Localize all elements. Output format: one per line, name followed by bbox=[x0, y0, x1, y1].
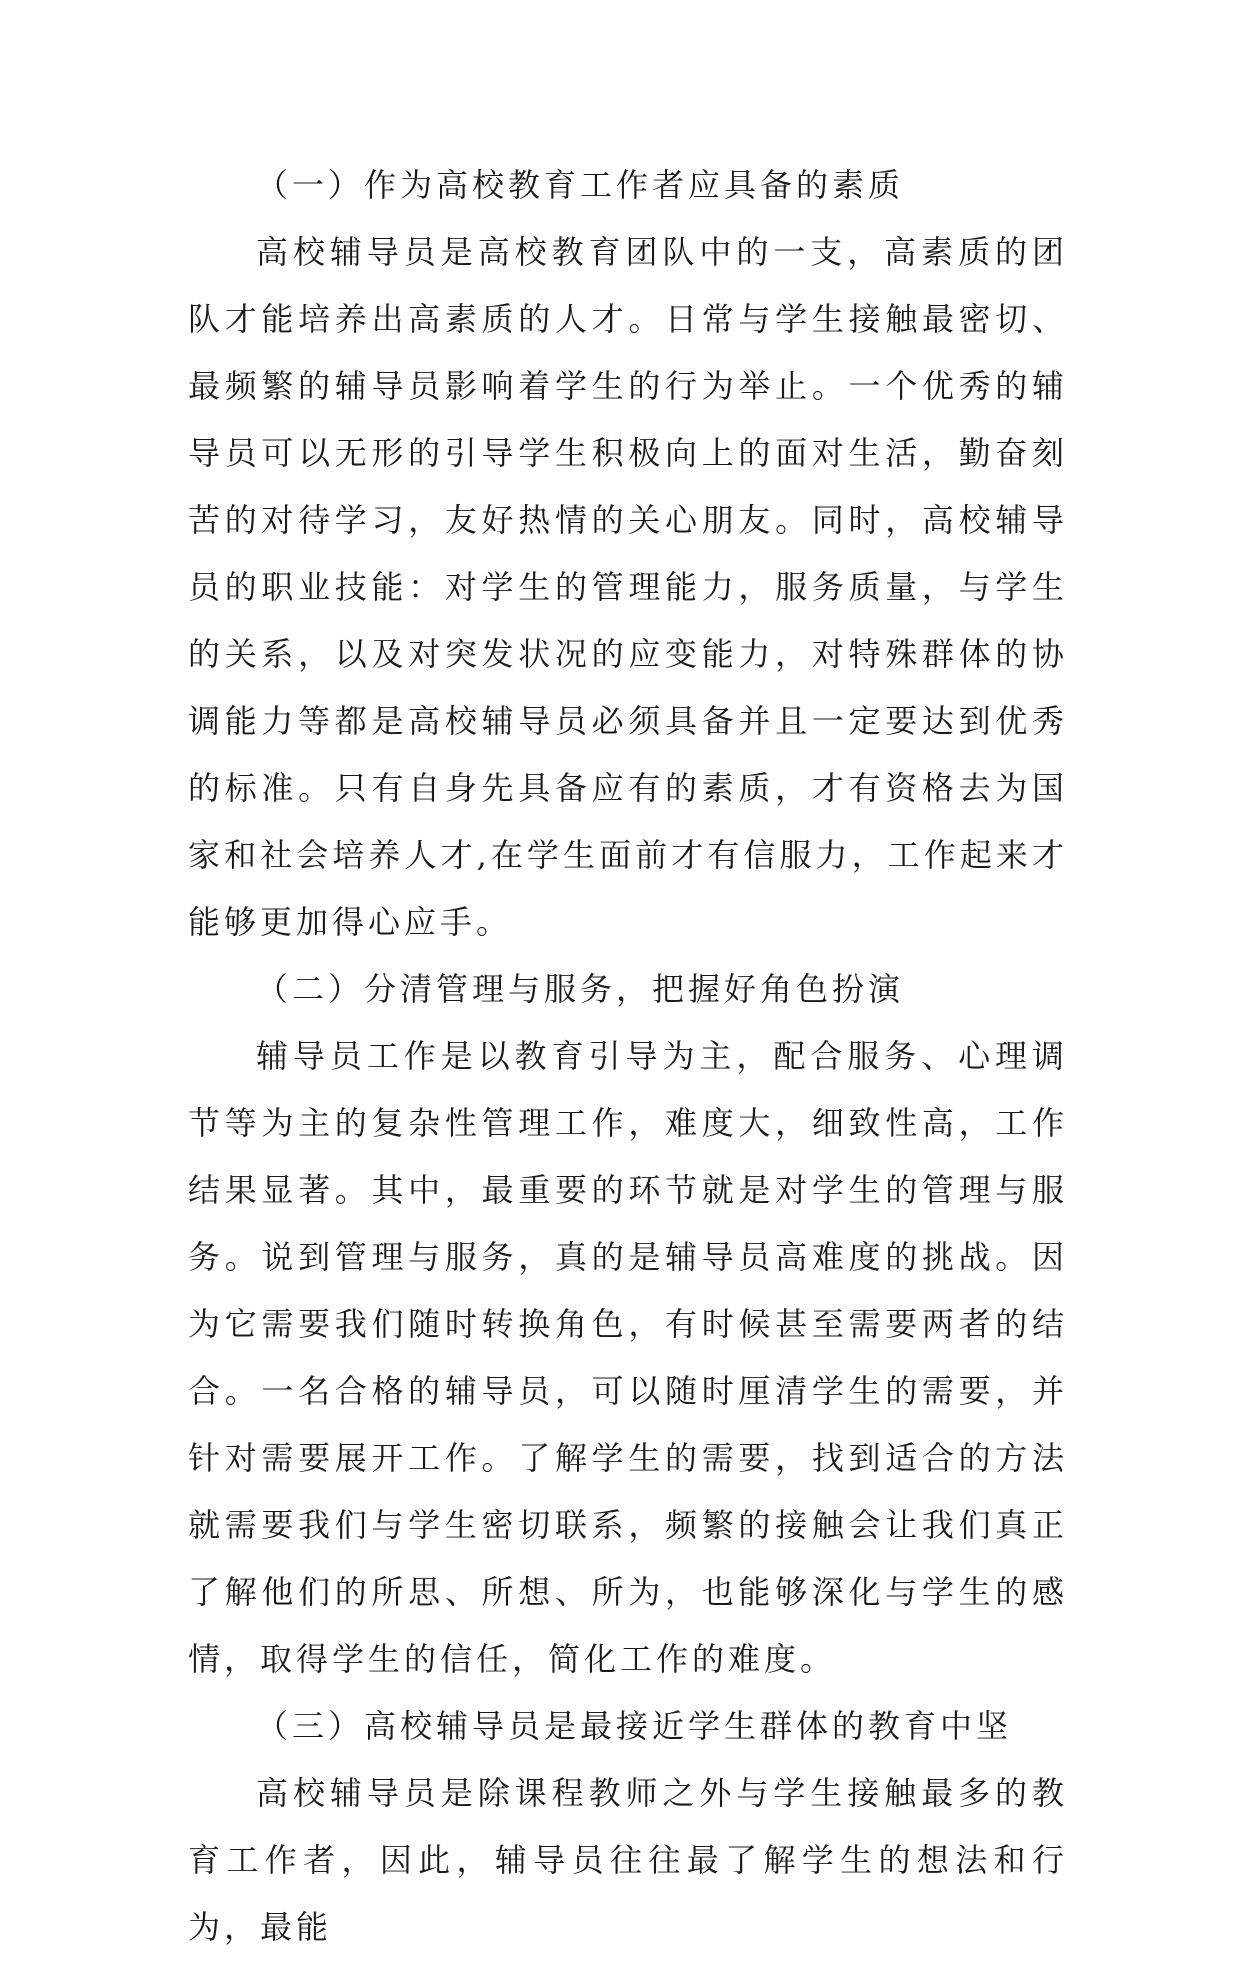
section-2-paragraph: 辅导员工作是以教育引导为主，配合服务、心理调节等为主的复杂性管理工作，难度大，细致性高，工作结果显著。其中，最重要的环节就是对学生的管理与服务。说到管理与服务，真的是辅导员高难度的挑战。因为它需要我们随时转换角色，有时候甚至需要两者的结合。一名合格的辅导员，可以随时厘清学生的需要，并针对需要展开工作。了解学生的需要，找到适合的方法就需要我们与学生密切联系，频繁的接触会让我们真正了解他们的所思、所想、所为，也能够深化与学生的感情，取得学生的信任，简化工作的难度。 bbox=[188, 1037, 1068, 1678]
section-1-heading: （一）作为高校教育工作者应具备的素质 bbox=[256, 166, 905, 204]
section-3-heading: （三）高校辅导员是最接近学生群体的教育中坚 bbox=[256, 1707, 1013, 1745]
section-3-paragraph: 高校辅导员是除课程教师之外与学生接触最多的教育工作者，因此，辅导员往往最了解学生的想法和行为，最能 bbox=[188, 1774, 1068, 1946]
document-body bbox=[188, 152, 1068, 1961]
section-1-paragraph: 高校辅导员是高校教育团队中的一支，高素质的团队才能培养出高素质的人才。日常与学生接触最密切、最频繁的辅导员影响着学生的行为举止。一个优秀的辅导员可以无形的引导学生积极向上的面对生活，勤奋刻苦的对待学习，友好热情的关心朋友。同时，高校辅导员的职业技能：对学生的管理能力，服务质量，与学生的关系，以及对突发状况的应变能力，对特殊群体的协调能力等都是高校辅导员必须具备并且一定要达到优秀的标准。只有自身先具备应有的素质，才有资格去为国家和社会培养人才,在学生面前才有信服力，工作起来才能够更加得心应手。 bbox=[188, 233, 1068, 941]
section-2-heading: （二）分清管理与服务，把握好角色扮演 bbox=[256, 970, 905, 1008]
